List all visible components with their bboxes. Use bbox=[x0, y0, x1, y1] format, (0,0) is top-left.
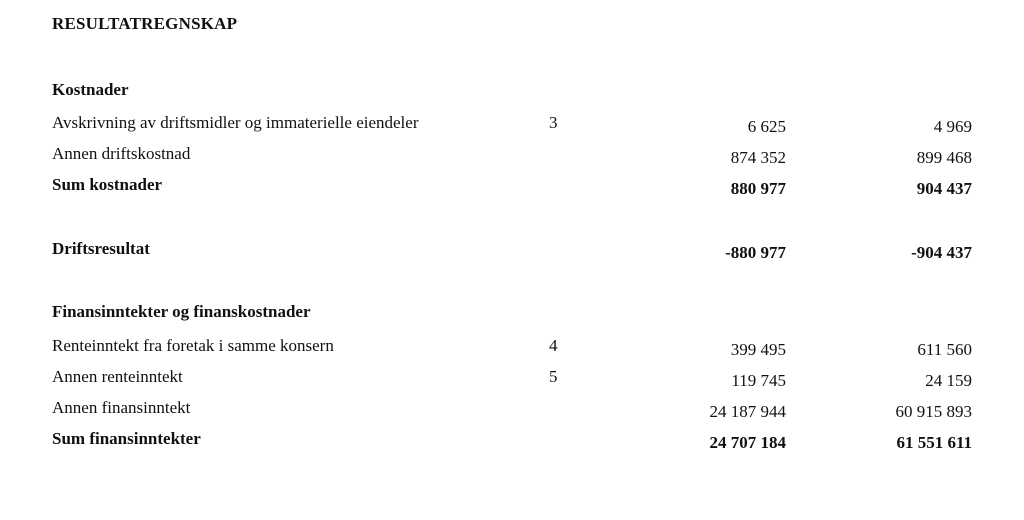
section-heading-finans bbox=[0, 302, 1024, 326]
row-value-current: 399 495 bbox=[730, 340, 786, 359]
driftsresultat-row bbox=[0, 239, 1024, 263]
table-row bbox=[0, 113, 1024, 137]
row-value-previous: 4 969 bbox=[933, 117, 972, 136]
row-value-current: 874 352 bbox=[730, 148, 786, 167]
row-label: Annen finansinntekt bbox=[52, 398, 191, 417]
sum-label: Sum finansinntekter bbox=[52, 429, 201, 448]
row-label: Avskrivning av driftsmidler og immaterielle eiendeler bbox=[52, 113, 419, 132]
row-value-previous: 24 159 bbox=[925, 371, 972, 390]
row-value-current: 119 745 bbox=[731, 371, 786, 390]
row-value-previous: 611 560 bbox=[917, 340, 972, 359]
sum-label: Sum kostnader bbox=[52, 175, 163, 194]
sum-value-previous: 61 551 611 bbox=[896, 433, 972, 452]
driftsresultat-value-previous: -904 437 bbox=[911, 243, 972, 262]
row-value-previous: 60 915 893 bbox=[895, 402, 972, 421]
driftsresultat-value-current: -880 977 bbox=[725, 243, 786, 262]
row-value-current: 6 625 bbox=[747, 117, 786, 136]
sum-value-current: 880 977 bbox=[730, 179, 786, 198]
sum-row-finans bbox=[0, 429, 1024, 453]
driftsresultat-label: Driftsresultat bbox=[52, 239, 150, 258]
row-label: Annen renteinntekt bbox=[52, 367, 183, 386]
row-note: 5 bbox=[549, 367, 558, 386]
row-label: Annen driftskostnad bbox=[52, 144, 191, 163]
table-row bbox=[0, 144, 1024, 168]
row-label: Renteinntekt fra foretak i samme konsern bbox=[52, 336, 334, 355]
section-heading-label: Finansinntekter og finanskostnader bbox=[52, 302, 311, 321]
row-value-current: 24 187 944 bbox=[709, 402, 786, 421]
table-row bbox=[0, 336, 1024, 360]
sum-row-kostnader bbox=[0, 175, 1024, 199]
table-row bbox=[0, 367, 1024, 391]
row-note: 3 bbox=[549, 113, 558, 132]
section-heading-kostnader bbox=[0, 80, 1024, 104]
document-title: RESULTATREGNSKAP bbox=[52, 14, 238, 33]
row-note: 4 bbox=[549, 336, 558, 355]
sum-value-current: 24 707 184 bbox=[709, 433, 786, 452]
table-row bbox=[0, 398, 1024, 422]
row-value-previous: 899 468 bbox=[916, 148, 972, 167]
section-heading-label: Kostnader bbox=[52, 80, 129, 99]
sum-value-previous: 904 437 bbox=[916, 179, 972, 198]
